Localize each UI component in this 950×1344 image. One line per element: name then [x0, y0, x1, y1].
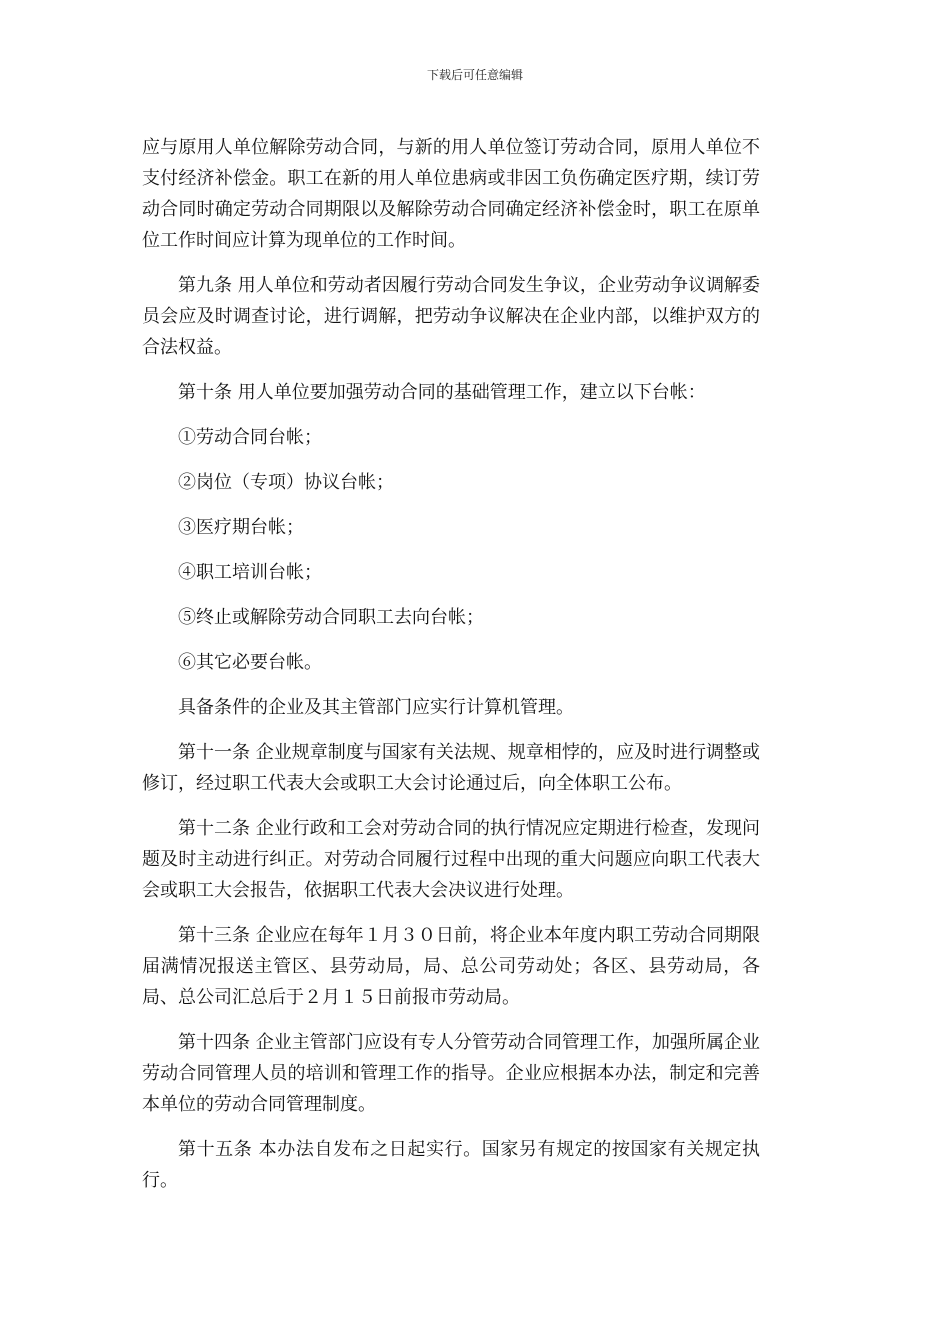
- list-item-ledger-4: ④职工培训台帐；: [178, 562, 322, 583]
- list-item-ledger-3: ③医疗期台帐；: [178, 517, 304, 538]
- paragraph-article-9: 第九条 用人单位和劳动者因履行劳动合同发生争议，企业劳动争议调解委员会应及时调查讨论，进行调解，把劳动争议解决在企业内部，以维护双方的合法权益。: [142, 275, 760, 358]
- paragraph-article-14: 第十四条 企业主管部门应设有专人分管劳动合同管理工作，加强所属企业劳动合同管理人员的培训和管理工作的指导。企业应根据本办法，制定和完善本单位的劳动合同管理制度。: [142, 1032, 760, 1115]
- paragraph-article-11: 第十一条 企业规章制度与国家有关法规、规章相悖的，应及时进行调整或修订，经过职工代表大会或职工大会讨论通过后，向全体职工公布。: [142, 742, 760, 794]
- list-item-ledger-2: ②岗位（专项）协议台帐；: [178, 472, 394, 493]
- paragraph-article-12: 第十二条 企业行政和工会对劳动合同的执行情况应定期进行检查，发现问题及时主动进行纠正。对劳动合同履行过程中出现的重大问题应向职工代表大会或职工大会报告，依据职工代表大会决议进行处理。: [142, 818, 760, 901]
- page-header-note: 下载后可任意编辑: [426, 68, 523, 82]
- document-body: [142, 132, 760, 1210]
- paragraph-article-15: 第十五条 本办法自发布之日起实行。国家另有规定的按国家有关规定执行。: [142, 1139, 760, 1191]
- paragraph-continuation: 应与原用人单位解除劳动合同，与新的用人单位签订劳动合同，原用人单位不支付经济补偿金。职工在新的用人单位患病或非因工负伤确定医疗期，续订劳动合同时确定劳动合同期限以及解除劳动合同确定经济补偿金时，职工在原单位工作时间应计算为现单位的工作时间。: [142, 137, 760, 251]
- paragraph-article-10: 第十条 用人单位要加强劳动合同的基础管理工作，建立以下台帐：: [178, 382, 706, 403]
- list-item-ledger-6: ⑥其它必要台帐。: [178, 652, 322, 673]
- paragraph-article-13: 第十三条 企业应在每年１月３０日前，将企业本年度内职工劳动合同期限届满情况报送主管区、县劳动局，局、总公司劳动处；各区、县劳动局，各局、总公司汇总后于２月１５日前报市劳动局。: [142, 925, 760, 1008]
- list-item-ledger-1: ①劳动合同台帐；: [178, 427, 322, 448]
- list-item-ledger-5: ⑤终止或解除劳动合同职工去向台帐；: [178, 607, 484, 628]
- paragraph-computer-management: 具备条件的企业及其主管部门应实行计算机管理。: [178, 697, 574, 718]
